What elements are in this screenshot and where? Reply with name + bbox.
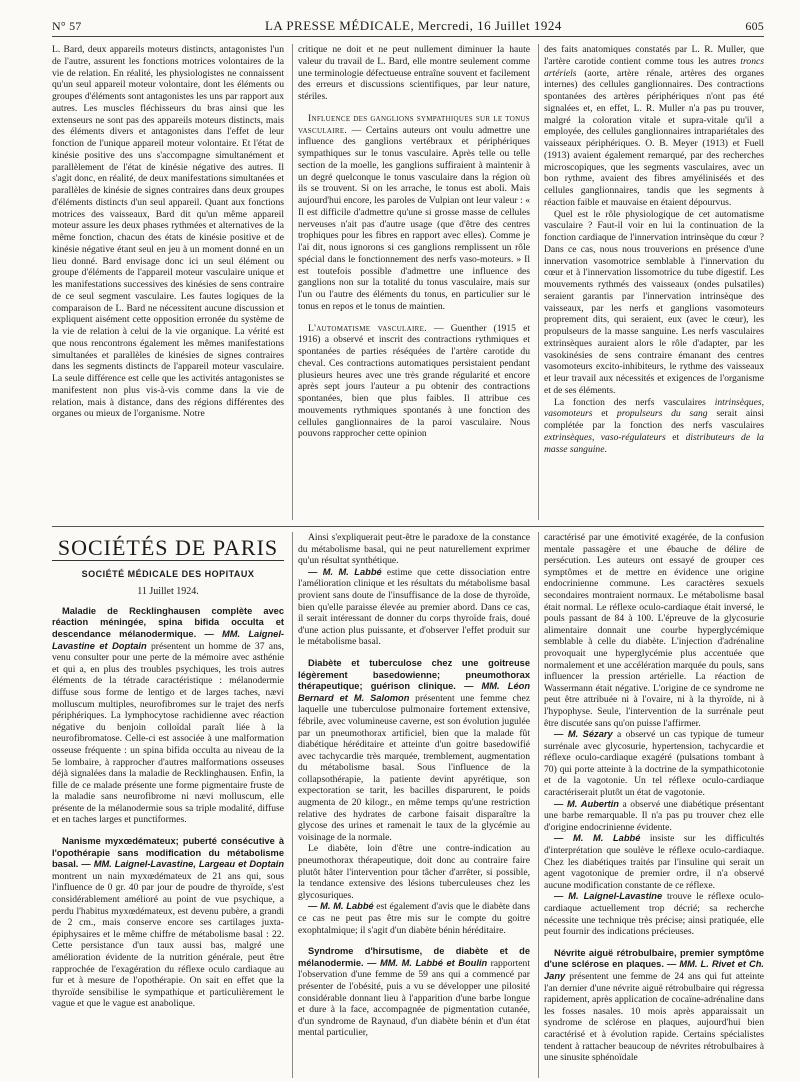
top-col3-paragraph-3: La fonction des nerfs vasculaires intrinsèques, vasomoteurs et propulseurs du sang serait ainsi complétée par la fonction des nerfs vasculaires extrinsèques, vaso-régulateurs et distributeurs de la masse sanguine. [544, 396, 764, 455]
page-number: 605 [745, 19, 764, 33]
report-recklinghausen: Maladie de Recklinghausen complète avec réaction méningée, spina bifida occulta et descendance mélanodermique. — MM. Laignel-Lavastine et Doptain présentent un homme de 37 ans, venu consulter pour une perte de la mémoire avec asthénie et qui a, en plus des troubles psychiques, les trois autres éléments de la tétrade caractéristique : mélanodermie diffuse sous forme de lentigo et de larges taches, nævi molluscum multiples, neurofibromes sur le trajet des nerfs périphériques. La lymphocytose rachidienne avec réaction négative du benjoin colloïdal paraît liée à la neurofibromatose. Celle-ci est associée à une malformation osseuse fréquente : un spina bifida occulta au niveau de la 5e lombaire, à rapprocher d'autres malformations osseuses déjà signalées dans la maladie de Recklinghausen. Enfin, la fille de ce malade présente une forme pigmentaire fruste de la maladie sans neurofibrome ni nævi molluscum, elle présente de la mélanodermie sous sa triple modalité, diffuse et en taches larges et punctiformes. [52, 605, 285, 826]
comment-sezary: — M. Sézary a observé un cas typique de tumeur surrénale avec glycosurie, hypertension, tachycardie et réflexe oculo-cardiaque exagéré (pulsations tombant à 70) qui porte atteinte à la doctrine de la sympathicotonie et de la vagotonie. Un tel réflexe oculo-cardiaque caractériserait plutôt un état de vagotonie. [544, 729, 764, 799]
top-col2-paragraph-2: L'automatisme vasculaire. — Guenther (1915 et 1916) a observé et inscrit des contractions rythmiques et spontanées de parties réséquées de l'artère carotide du cheval. Ces contractions automatiques persistaient pendant plusieurs heures avec une très grande régularité et encore après sept jours l'auteur a pu obtenir des contractions spontanées, bien que plus faibles. Il attribue ces mouvements rythmiques spontanés à une fonction des cellules ganglionnaires de la paroi vasculaire. Nous pouvons rapprocher cette opinion [298, 322, 530, 440]
section-heading-ganglions: Influence des ganglions sympathiques sur le tonus vasculaire. [298, 112, 530, 136]
lower-column-3 [544, 532, 764, 1064]
report-hirsutisme-continuation: caractérisé par une émotivité exagérée, de la confusion mentale passagère et une ébauche de délire de persécution. Les auteurs ont essayé de grouper ces symptômes et de mettre en évidence une origine endocrinienne commune. Les caractères sexuels secondaires montraient normaux. Le métabolisme basal était normal. Le réflexe oculo-cardiaque était inversé, le pouls passant de 84 à 100. L'épreuve de la glycosurie alimentaire donnait une courbe hyperglycémique semblable à celle du diabète. L'injection d'adrénaline provoquait une hyperglycémie plus accentuée que normalement et une accélération marquée du pouls, sans influencer la pression artérielle. La réaction de Wassermann était négative. L'origine de ce syndrome ne peut être attribuée ni à l'ovaire, ni à la thyroïde, ni à l'hypophyse. Seule, l'intervention de la surrénale peut être discutée sans qu'on puisse l'affirmer. [544, 532, 764, 729]
section-title: SOCIÉTÉS DE PARIS [57, 535, 279, 560]
top-column-2 [298, 44, 530, 440]
comment-aubertin: — M. Aubertin a observé une diabétique présentant une barbe remarquable. Il n'a pas pu trouver chez elle d'origine endocrinienne évidente. [544, 798, 764, 833]
column-divider [292, 532, 293, 1078]
section-heading-automatisme: L'automatisme vasculaire. [308, 322, 427, 334]
top-column-1 [52, 44, 284, 420]
top-col3-paragraph-2: Quel est le rôle physiologique de cet automatisme vasculaire ? Faut-il voir en lui la continuation de la fonction cardiaque de l'innervation intrinsèque du cœur ? Dans ce cas, nous nous trouverions en présence d'une innervation vasomotrice semblable à l'innervation du cœur et à l'innervation lissomotrice du tube digestif. Les mouvements rythmés des vaisseaux (ondes pulsatiles) seraient garantis par l'innervation intrinsèque des vaisseaux, par les nerfs et ganglions vasomoteurs proprement dits, qui seraient, eux (avec le cœur), les propulseurs de la masse sanguine. Les nerfs vasculaires extrinsèques auraient alors le rôle d'adapter, par les vasokinésies de sens contraire émanant des centres vasomoteurs excito-inhibiteurs, le rythme des vaisseaux et leur travail aux nécessités et exigences de l'organisme et de ses éléments. [544, 208, 764, 396]
top-col2-paragraph-0: critique ne doit et ne peut nullement diminuer la haute valeur du travail de L. Bard, elle montre seulement comme une terminologie défectueuse entraîne souvent et facilement des erreurs et discussions scientifiques, par leur nature, stériles. [298, 44, 530, 102]
report-continuation: Ainsi s'expliquerait peut-être le paradoxe de la constance du métabolisme basal, qui ne peut naturellement exprimer qu'un résultat synthétique. [298, 532, 530, 567]
report-nevrite: Névrite aiguë rétrobulbaire, premier symptôme d'une sclérose en plaques. — MM. L. Rivet et Ch. Jany présentent une femme de 24 ans qui fut atteinte l'an dernier d'une névrite aiguë rétrobulbaire qui régressa rapidement, après application de cocaïne-adrénaline dans les fosses nasales. 10 mois après apparaissait un syndrome de sclérose en plaques, aujourd'hui bien caractérisé et à évolution rapide. Certains spécialistes tendent à rattacher beaucoup de névrites rétrobulbaires à une sinusite sphénoïdale [544, 947, 764, 1064]
journal-title: LA PRESSE MÉDICALE, Mercredi, 16 Juillet 1924 [264, 18, 562, 33]
issue-number: N° 57 [52, 19, 82, 33]
society-name: SOCIÉTÉ MÉDICALE DES HOPITAUX [81, 568, 255, 579]
top-col2-paragraph-1: Influence des ganglions sympathiques sur le tonus vasculaire. — Certains auteurs ont voulu admettre une influence des ganglions vertébraux et périphériques sympathiques sur le tonus vasculaire. Après telle ou telle section de la moelle, les ganglions suffiraient à maintenir à un degré quelconque le tonus vasculaire dans la région où ils se trouvent. Si on les arrache, le tonus est aboli. Mais aujourd'hui encore, les paroles de Vulpian ont leur valeur : « Il est difficile d'admettre qu'une si grosse masse de cellules nerveuses n'ait pas d'autre usage (que d'être des centres trophiques pour les fibres en rapport avec elles). Comme je l'ai dit, nous ignorons si ces ganglions remplissent un rôle spécial dans le fonctionnement des nerfs vaso-moteurs. » Il est toutefois possible d'admettre une influence des ganglions non sur la totalité du tonus vasculaire, mais sur l'un ou l'autre des éléments du tonus, en particulier sur le tonus en repos et le tonus de maintien. [298, 112, 530, 312]
column-divider [292, 44, 293, 520]
comment-labbe-1: — M. M. Labbé estime que cette dissociation entre l'amélioration clinique et les résultats du métabolisme basal provient sans doute de l'insuffisance de la dose de thyroïde, bien qu'elle paraisse élevée au premier abord. Dans ce cas, il serait intéressant de donner du corps thyroïde frais, doué d'une action plus puissante, et d'observer l'effet produit sur le métabolisme basal. [298, 566, 530, 648]
report-diabete-conclusion: Le diabète, loin d'être une contre-indication au pneumothorax thérapeutique, doit donc au contraire faire plutôt hâter l'intervention pour tâcher d'arrêter, si possible, la tendance extensive des lésions tuberculeuses chez les glycosuriques. [298, 843, 530, 901]
lower-column-2 [298, 532, 530, 1039]
top-column-3 [544, 44, 764, 455]
comment-labbe-3: — M. M. Labbé insiste sur les difficultés d'interprétation que soulève le réflexe oculo-cardiaque. Chez les diabétiques traités par l'insuline qui serait un agent vagotonique de premier ordre, il n'a observé aucune modification constante de ce réflexe. [544, 833, 764, 891]
lower-column-1 [52, 532, 284, 1010]
column-divider [538, 532, 539, 1078]
section-separator [52, 526, 764, 527]
report-nanisme: Nanisme myxœdémateux; puberté consécutive à l'opothérapie sans modification du métabolisme basal. — MM. Laignel-Lavastine, Largeau et Doptain montrent un nain myxœdémateux de 21 ans qui, sous l'influence de 0 gr. 40 par jour de poudre de thyroïde, s'est considérablement amélioré au point de vue psychique, a perdu l'habitus myxœdémateux, est devenu pubère, a grandi de 2 cm., mais conserve encore ses cartilages juxta-épiphysaires et le même chiffre de métabolisme basal : 22. Cette persistance d'un taux aussi bas, malgré une amélioration évidente de la nutrition générale, peut être rapprochée de l'exagération du réflexe oculo cardiaque au fur et à mesure de l'opothérapie. On sait en effet que la thyroïde sensibilise le sympathique et particulièrement le vague et que le vague est anabolique. [52, 836, 284, 1010]
report-diabete-tuberculose: Diabète et tuberculose chez une goitreuse légèrement basedowienne; pneumothorax thérapeutique; guérison clinique. — MM. Léon Bernard et M. Salomon présentent une femme chez laquelle une tuberculose pulmonaire fortement extensive, fébrile, avec volumineuse caverne, est son évolution jugulée par un pneumothorax artificiel, bien que la malade fût diabétique héréditaire et atteinte d'un goitre basedowifié avec tachycardie très marquée, tremblement, augmentation du métabolisme basal. Sous l'influence de la collapsothérapie, la patiente devint apyrétique, son expectoration se tarit, les bacilles disparurent, le poids augmenta de 20 kilogr., en même temps qu'une restriction relative des hydrates de carbone faisait disparaître la glycose des urines et ramenait le taux de la glycémie au voisinage de la normale. [298, 657, 531, 843]
report-hirsutisme: Syndrome d'hirsutisme, de diabète et de mélanodermie. — MM. M. Labbé et Boulin rapportent l'observation d'une femme de 59 ans qui a commencé par présenter de l'obésité, puis a vu se développer une pilosité considérable donnant lieu à l'apparition d'une barbe longue et dure à la face, accompagnée de pigmentation cutanée, d'un syndrome de Raynaud, d'un diabète bénin et d'un état mental particulier, [298, 946, 530, 1039]
comment-laignel-lavastine: — M. Laignel-Lavastine trouve le réflexe oculo-cardiaque actuellement trop décrié; sa recherche nécessite une technique très précise; ainsi pratiquée, elle peut fournir des indications précieuses. [544, 891, 764, 938]
column-divider [538, 44, 539, 520]
top-col3-paragraph-1: des faits anatomiques constatés par L. R. Muller, que l'artère carotide contient comme tous les autres troncs artériels (aorte, artère rénale, artères des organes internes) des cellules ganglionnaires. Des contractions spontanées des artères périphériques n'ont pas été signalées et, en effet, L. R. Muller n'a pas pu trouver, malgré la coloration vitale et supra-vitale qu'il a employée, des cellules ganglionnaires intrapariétales des vaisseaux périphériques. O. B. Meyer (1913) et Fuell (1913) avaient également remarqué, par des recherches microscopiques, que les segments vasculaires, avec un bon rythme, avaient des fibres amyéliniséés et des cellules ganglionnaires, tandis que les segments à réaction faible et mauvaise en étaient dépourvus. [544, 44, 764, 208]
top-col1-paragraph: L. Bard, deux appareils moteurs distincts, antagonistes l'un de l'autre, assurent les fonctions motrices volontaires de la vie de relation. En réalité, les physiologistes ne connaissent qu'un seul appareil moteur volontaire, dont les éléments ou groupes d'éléments sont antagonistes les uns par rapport aux autres. Les muscles fléchisseurs du bras ainsi que les extenseurs ne sont pas des appareils moteurs distincts, mais des éléments divers et antagonistes dans l'effet de leur fonction de l'unique appareil moteur volontaire. Et l'état de kinésie positive des uns s'accompagne simultanément et parallèlement de l'état de kinésie négative des autres. Il s'agit donc, en réalité, de deux manifestations simultanées et parallèles de kinésie de signes contraires dans deux groupes d'éléments distincts d'un seul appareil. Quant aux fonctions motrices des vaisseaux, Bard dit qu'un même appareil moteur assure les deux phases rythmées et alternatives de la même fonction, chacun des états de kinésie positive et de kinésie négative étant seul en jeu à un moment donné en un lieu donné. Bard envisage donc ici un seul élément ou groupe d'éléments de l'appareil moteur vasculaire unique et les manifestations successives des kinésies de sens contraire de ce seul segment vasculaire. Les fautes logiques de la comparaison de L. Bard ne nécessitent aucune discussion et expliquent aisément cette opposition erronée du système de la vie de relation à celui de la vie organique. La vérité est que nous rencontrons également les mêmes manifestations simultanées et parallèles de kinésies de signes contraires dans les segments distincts de l'appareil moteur vasculaire. La seule différence est celle que les activités antagonistes se manifestent non plus vis-à-vis comme dans la vie de relation, mais à distance, dans des régions différentes des organes ou mieux de l'organisme. Notre [52, 44, 284, 420]
session-date: 11 Juillet 1924. [137, 586, 199, 598]
page-header [52, 14, 764, 37]
comment-labbe-2: — M. M. Labbé est également d'avis que le diabète dans ce cas ne peut pas être mis sur le compte du goitre exophtalmique; il s'agit d'un diabète bénin héréditaire. [298, 901, 530, 936]
